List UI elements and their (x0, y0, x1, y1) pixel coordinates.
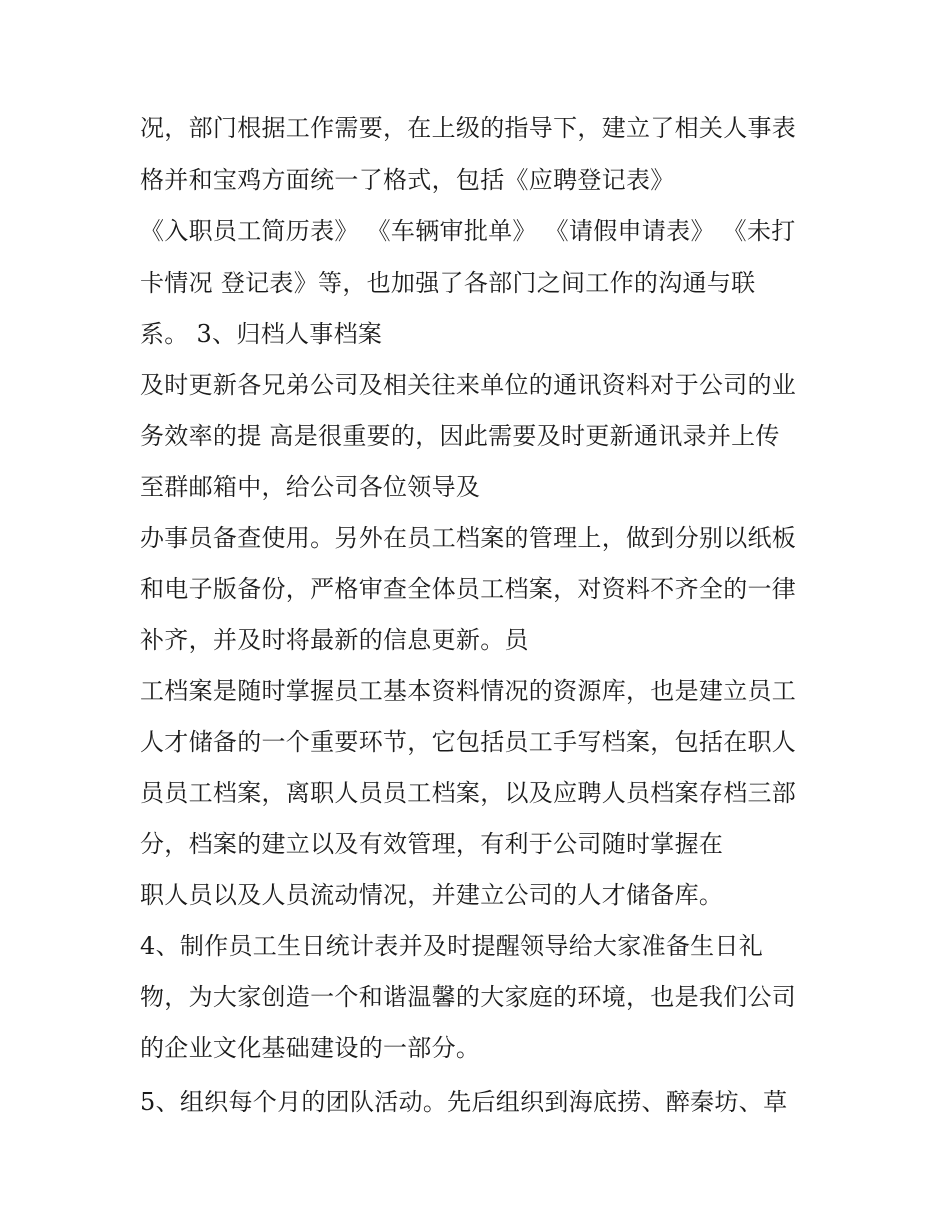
text-line: 员员工档案，离职人员员工档案，以及应聘人员档案存档三部 (140, 779, 797, 807)
text-line: 况，部门根据工作需要，在上级的指导下，建立了相关人事表 (140, 114, 797, 142)
text-line: 5、组织每个月的团队活动。先后组织到海底捞、醉秦坊、草 (140, 1088, 788, 1116)
text-line: 工档案是随时掌握员工基本资料情况的资源库，也是建立员工 (140, 677, 797, 705)
text-line: 人才储备的一个重要环节，它包括员工手写档案，包括在职人 (140, 728, 797, 756)
text-line: 物，为大家创造一个和谐温馨的大家庭的环境，也是我们公司 (140, 983, 797, 1011)
text-line: 卡情况 登记表》等，也加强了各部门之间工作的沟通与联 (140, 269, 756, 297)
text-line: 办事员备查使用。另外在员工档案的管理上，做到分别以纸板 (140, 524, 797, 552)
text-line: 补齐，并及时将最新的信息更新。员 (140, 626, 529, 654)
text-line: 务效率的提 高是很重要的，因此需要及时更新通讯录并上传 (140, 422, 780, 450)
text-line: 格并和宝鸡方面统一了格式，包括《应聘登记表》 (140, 166, 675, 194)
text-line: 至群邮箱中，给公司各位领导及 (140, 473, 481, 501)
text-line: 系。 3、归档人事档案 (140, 320, 383, 348)
text-line: 的企业文化基础建设的一部分。 (140, 1034, 481, 1062)
text-line: 分，档案的建立以及有效管理，有利于公司随时掌握在 (140, 830, 724, 858)
text-line: 4、制作员工生日统计表并及时提醒领导给大家准备生日礼 (140, 932, 764, 960)
text-line: 及时更新各兄弟公司及相关往来单位的通讯资料对于公司的业 (140, 371, 797, 399)
text-line: 和电子版备份，严格审查全体员工档案，对资料不齐全的一律 (140, 575, 797, 603)
text-line: 职人员以及人员流动情况，并建立公司的人才储备库。 (140, 881, 724, 909)
text-line: 《入职员工简历表》 《车辆审批单》 《请假申请表》 《未打 (140, 217, 796, 245)
